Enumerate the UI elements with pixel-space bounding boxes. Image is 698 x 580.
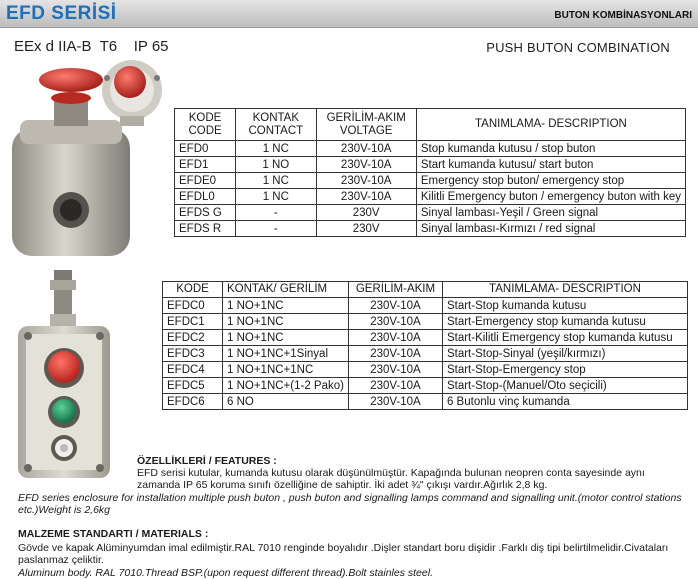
table-row xyxy=(175,221,686,237)
table-cell: 230V-10A xyxy=(316,157,416,173)
table-cell: EFDC5 xyxy=(163,378,223,394)
table-cell: 230V-10A xyxy=(348,314,442,330)
table-cell: 6 Butonlu vinç kumanda xyxy=(442,394,687,410)
table-cell: - xyxy=(236,205,316,221)
table-cell: 230V-10A xyxy=(348,394,442,410)
column-header-code: KODE CODE xyxy=(175,109,236,141)
page-title: EFD SERİSİ xyxy=(6,3,117,24)
header-category: BUTON KOMBİNASYONLARI xyxy=(554,10,692,21)
column-header-contact: KONTAK CONTACT xyxy=(236,109,316,141)
table-row xyxy=(175,189,686,205)
table-cell: 1 NC xyxy=(236,141,316,157)
column-header-contact: KONTAK/ GERİLİM xyxy=(223,282,349,298)
table-cell: EFDE0 xyxy=(175,173,236,189)
push-button-enclosure-image xyxy=(10,58,180,258)
table-cell: EFDC2 xyxy=(163,330,223,346)
table-cell: 230V-10A xyxy=(316,189,416,205)
table-cell: 1 NO+1NC+1NC xyxy=(223,362,349,378)
table-cell: 230V-10A xyxy=(348,330,442,346)
table-cell: Start-Stop-Sinyal (yeşil/kırmızı) xyxy=(442,346,687,362)
table-row xyxy=(175,157,686,173)
table-cell: 230V-10A xyxy=(316,141,416,157)
table-cell: Kilitli Emergency buton / emergency buton with key xyxy=(416,189,685,205)
table-row xyxy=(163,314,688,330)
table-row xyxy=(175,205,686,221)
table-cell: Emergency stop buton/ emergency stop xyxy=(416,173,685,189)
control-station-image xyxy=(12,270,132,480)
table-cell: 1 NO+1NC+(1-2 Pako) xyxy=(223,378,349,394)
table-cell: 230V-10A xyxy=(348,298,442,314)
table-row xyxy=(163,394,688,410)
table-cell: EFD1 xyxy=(175,157,236,173)
table-cell: EFD0 xyxy=(175,141,236,157)
table-cell: 1 NC xyxy=(236,189,316,205)
table-header-row xyxy=(163,282,688,298)
column-header-description: TANIMLAMA- DESCRIPTION xyxy=(416,109,685,141)
table-cell: - xyxy=(236,221,316,237)
column-header-description: TANIMLAMA- DESCRIPTION xyxy=(442,282,687,298)
table-cell: EFDC6 xyxy=(163,394,223,410)
table-row xyxy=(163,362,688,378)
header-bar xyxy=(0,0,698,28)
table-cell: 1 NO+1NC xyxy=(223,298,349,314)
table-cell: Start-Stop-(Manuel/Oto seçicili) xyxy=(442,378,687,394)
combination-table xyxy=(162,281,688,410)
table-cell: Sinyal lambası-Kırmızı / red signal xyxy=(416,221,685,237)
table-row xyxy=(175,173,686,189)
table-cell: 6 NO xyxy=(223,394,349,410)
features-text-en: EFD series enclosure for installation multiple push buton , push buton and signalling lamps command and signalling unit.(motor control stations etc.)Weight is 2,6kg xyxy=(18,492,682,516)
table-cell: EFDS R xyxy=(175,221,236,237)
table-cell: Sinyal lambası-Yeşil / Green signal xyxy=(416,205,685,221)
table-cell: Start-Emergency stop kumanda kutusu xyxy=(442,314,687,330)
table-cell: EFDC0 xyxy=(163,298,223,314)
table-cell: 230V xyxy=(316,205,416,221)
column-header-code: KODE xyxy=(163,282,223,298)
table-row xyxy=(163,378,688,394)
table-cell: EFDC1 xyxy=(163,314,223,330)
features-text-tr: EFD serisi kutular, kumanda kutusu olarak düşünülmüştür. Kapağında bulunan neopren conta sayesinde aynı zamanda IP 65 koruma sınıfı özelliğine de sahiptir. İki adet ¾" çıkışı vardır.Ağırlık 2,8 kg. xyxy=(137,467,645,491)
table-row xyxy=(163,346,688,362)
table-cell: Start-Stop kumanda kutusu xyxy=(442,298,687,314)
table-cell: EFDC3 xyxy=(163,346,223,362)
table-cell: 230V-10A xyxy=(348,362,442,378)
table-header-row xyxy=(175,109,686,141)
table-cell: 1 NO xyxy=(236,157,316,173)
table-row xyxy=(175,141,686,157)
table-cell: Start-Stop-Emergency stop xyxy=(442,362,687,378)
table-cell: EFDC4 xyxy=(163,362,223,378)
table-cell: EFDS G xyxy=(175,205,236,221)
table-cell: 1 NO+1NC+1Sinyal xyxy=(223,346,349,362)
table-cell: 1 NO+1NC xyxy=(223,314,349,330)
column-header-voltage: GERİLİM-AKIM VOLTAGE xyxy=(316,109,416,141)
features-heading: ÖZELLİKLERİ / FEATURES : xyxy=(137,455,277,467)
materials-text-tr: Gövde ve kapak Alüminyumdan imal edilmiştir.RAL 7010 renginde boyalıdır .Dişler standart boru dişidir .Farklı diş tipi belirtilmelidir.Civataları paslanmaz çeliktir. xyxy=(18,542,669,566)
table-cell: Start kumanda kutusu/ start buton xyxy=(416,157,685,173)
table-cell: 230V-10A xyxy=(348,378,442,394)
table-cell: 230V-10A xyxy=(348,346,442,362)
table-cell: 230V-10A xyxy=(316,173,416,189)
table-cell: EFDL0 xyxy=(175,189,236,205)
materials-heading: MALZEME STANDARTI / MATERIALS : xyxy=(18,528,209,540)
single-button-table xyxy=(174,108,686,237)
spec-line: EEx d IIA-B T6 IP 65 xyxy=(14,38,169,55)
table-row xyxy=(163,330,688,346)
table-cell: 1 NC xyxy=(236,173,316,189)
table-row xyxy=(163,298,688,314)
table-cell: 1 NO+1NC xyxy=(223,330,349,346)
page-subtitle: PUSH BUTON COMBINATION xyxy=(486,40,670,55)
materials-text-en: Aluminum body. RAL 7010.Thread BSP.(upon request different thread).Bolt stainles steel. xyxy=(18,567,433,579)
column-header-voltage: GERİLİM-AKIM xyxy=(348,282,442,298)
table-cell: Stop kumanda kutusu / stop buton xyxy=(416,141,685,157)
table-cell: Start-Kilitli Emergency stop kumanda kutusu xyxy=(442,330,687,346)
table-cell: 230V xyxy=(316,221,416,237)
